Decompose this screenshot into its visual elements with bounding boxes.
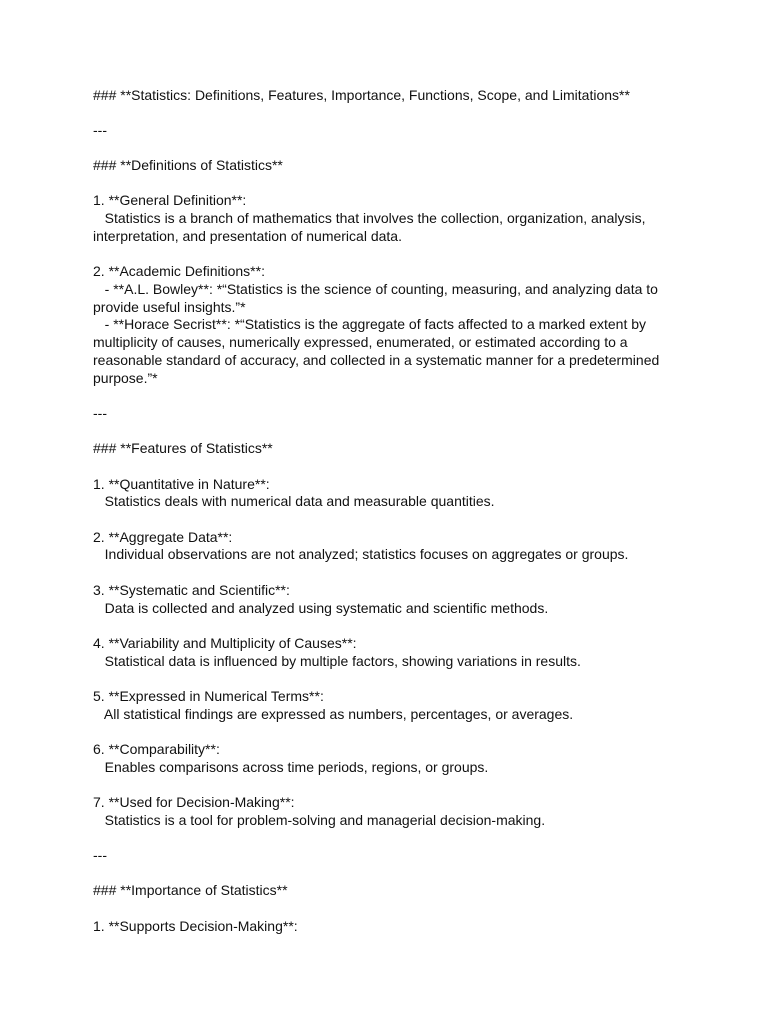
list-item-text: Statistics deals with numerical data and measurable quantities. bbox=[93, 493, 495, 509]
document-title: ### **Statistics: Definitions, Features, Importance, Functions, Scope, and Limitations** bbox=[93, 87, 630, 103]
list-item-heading: 7. **Used for Decision-Making**: bbox=[93, 794, 295, 810]
list-item-text: interpretation, and presentation of numerical data. bbox=[93, 228, 402, 244]
list-item-heading: 6. **Comparability**: bbox=[93, 741, 220, 757]
list-item-heading: 2. **Aggregate Data**: bbox=[93, 529, 233, 545]
definition-text: reasonable standard of accuracy, and collected in a systematic manner for a predetermined bbox=[93, 352, 660, 368]
list-item-text: Statistics is a branch of mathematics that involves the collection, organization, analysis, bbox=[93, 210, 646, 226]
separator-line: --- bbox=[93, 122, 107, 138]
list-item-text: Data is collected and analyzed using systematic and scientific methods. bbox=[93, 600, 549, 616]
separator-line: --- bbox=[93, 405, 107, 421]
definition-text: multiplicity of causes, numerically expressed, enumerated, or estimated according to a bbox=[93, 334, 628, 350]
section-heading: ### **Features of Statistics** bbox=[93, 440, 273, 456]
list-item-heading: 1. **General Definition**: bbox=[93, 192, 247, 208]
list-item-heading: 3. **Systematic and Scientific**: bbox=[93, 582, 290, 598]
list-item-text: Individual observations are not analyzed; statistics focuses on aggregates or groups. bbox=[93, 546, 629, 562]
list-item-heading: 1. **Quantitative in Nature**: bbox=[93, 476, 270, 492]
section-heading: ### **Importance of Statistics** bbox=[93, 882, 288, 898]
list-item-text: Statistical data is influenced by multiple factors, showing variations in results. bbox=[93, 653, 581, 669]
separator-line: --- bbox=[93, 847, 107, 863]
definition-text: - **A.L. Bowley**: *“Statistics is the science of counting, measuring, and analyzing data to bbox=[93, 281, 658, 297]
definition-text: provide useful insights.”* bbox=[93, 299, 246, 315]
list-item-text: Statistics is a tool for problem-solving and managerial decision-making. bbox=[93, 812, 546, 828]
list-item-heading: 2. **Academic Definitions**: bbox=[93, 263, 265, 279]
list-item-text: All statistical findings are expressed as numbers, percentages, or averages. bbox=[93, 706, 574, 722]
definition-text: purpose.”* bbox=[93, 370, 158, 386]
list-item-heading: 4. **Variability and Multiplicity of Causes**: bbox=[93, 635, 357, 651]
list-item-heading: 1. **Supports Decision-Making**: bbox=[93, 918, 298, 934]
list-item-heading: 5. **Expressed in Numerical Terms**: bbox=[93, 688, 324, 704]
list-item-text: Enables comparisons across time periods, regions, or groups. bbox=[93, 759, 489, 775]
definition-text: - **Horace Secrist**: *“Statistics is the aggregate of facts affected to a marked extent by bbox=[93, 316, 647, 332]
section-heading: ### **Definitions of Statistics** bbox=[93, 157, 283, 173]
